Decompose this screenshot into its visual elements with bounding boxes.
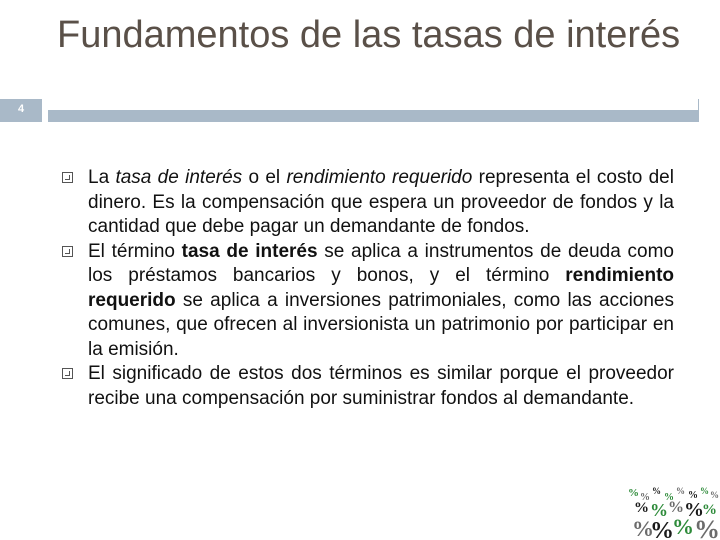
slide-number: 4	[17, 103, 25, 115]
percent-glyph: %	[628, 487, 639, 499]
bullet-text-segment: El significado de estos dos términos es similar porque el proveedor recibe una compensación por suministrar fondos al demandante.	[88, 363, 674, 409]
percent-glyph: %	[710, 490, 719, 500]
bullet-text-segment: se aplica a instrumentos de deuda como los préstamos bancarios y bonos, y el término	[88, 240, 674, 286]
bullet-marker-icon	[62, 166, 88, 240]
bullet-text-segment: se aplica a inversiones patrimoniales, como las acciones comunes, que ofrecen al inversionista un patrimonio por participar en la emisión.	[88, 289, 674, 360]
bullet-text	[88, 362, 674, 411]
bullet-text	[88, 166, 674, 240]
title-divider-end	[698, 99, 699, 122]
bullet-text	[88, 240, 674, 363]
bullet-marker-icon	[62, 362, 88, 411]
percent-signs-icon	[624, 482, 720, 540]
percent-glyph: %	[640, 492, 650, 503]
bullet-text-segment: rendimiento requerido	[286, 167, 473, 188]
percent-glyph: %	[676, 486, 685, 496]
percent-glyph: %	[684, 499, 704, 521]
bullet-text-segment: La	[88, 167, 116, 188]
percent-glyph: %	[702, 502, 717, 518]
percent-glyph: %	[694, 515, 720, 540]
percent-glyph: %	[634, 500, 649, 516]
percent-glyph: %	[668, 499, 684, 516]
bullet-text-segment: tasa de interés	[181, 240, 318, 262]
bullet-text-segment: representa el costo del dinero. Es la compensación que espera un proveedor de fondos y la cantidad que debe pagar un demandante de fondos.	[88, 167, 674, 237]
bullet-list	[62, 166, 674, 411]
percent-glyph: %	[632, 516, 654, 540]
bullet-text-segment: El término	[88, 240, 182, 262]
percent-glyph: %	[650, 518, 674, 540]
bullet-text-segment: rendimiento requerido	[88, 265, 674, 311]
title-divider-bar	[48, 110, 698, 122]
slide-title: Fundamentos de las tasas de interés	[57, 14, 681, 56]
percent-glyph: %	[672, 514, 694, 539]
percent-glyph: %	[652, 486, 661, 496]
bullet-text-segment: tasa de interés	[115, 167, 243, 188]
bullet-text-segment: o el	[242, 167, 287, 188]
percent-glyph: %	[664, 492, 674, 503]
percent-glyph: %	[650, 500, 668, 520]
bullet-item	[62, 240, 674, 363]
bullet-item	[62, 362, 674, 411]
percent-glyph: %	[688, 490, 698, 501]
bullet-marker-icon	[62, 240, 88, 363]
percent-glyph: %	[700, 486, 709, 496]
bullet-item	[62, 166, 674, 240]
